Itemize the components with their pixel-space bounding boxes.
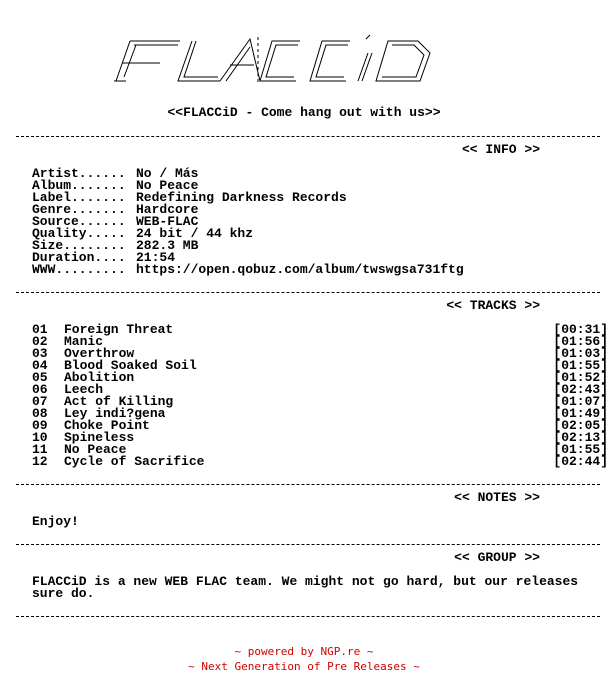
track-duration: [02:43] — [553, 382, 608, 397]
track-number: 07 — [32, 394, 48, 409]
info-source: Source...... WEB-FLAC — [32, 214, 199, 229]
info-duration: Duration.... 21:54 — [32, 250, 176, 265]
track-title: Manic — [64, 334, 104, 349]
tracks-header: << TRACKS >> — [446, 298, 540, 313]
track-number: 03 — [32, 346, 48, 361]
track-number: 10 — [32, 430, 48, 445]
track-duration: [01:07] — [553, 394, 608, 409]
track-number: 04 — [32, 358, 48, 373]
track-title: Leech — [64, 382, 104, 397]
track-number: 06 — [32, 382, 48, 397]
track-duration: [00:31] — [553, 322, 608, 337]
info-header: << INFO >> — [461, 142, 540, 157]
info-size: Size........ 282.3 MB — [32, 238, 199, 253]
track-title: Cycle of Sacrifice — [64, 454, 205, 469]
track-number: 09 — [32, 418, 48, 433]
divider — [16, 616, 600, 617]
info-quality: Quality..... 24 bit / 44 khz — [32, 226, 254, 241]
track-title: Abolition — [64, 370, 135, 385]
divider — [16, 292, 600, 293]
divider — [16, 544, 600, 545]
track-duration: [01:55] — [553, 358, 608, 373]
track-duration: [01:49] — [553, 406, 608, 421]
track-duration: [02:05] — [553, 418, 608, 433]
info-www[interactable]: WWW......... https://open.qobuz.com/album/twswgsa731ftg — [32, 262, 464, 277]
track-number: 11 — [32, 442, 48, 457]
notes-text: Enjoy! — [32, 514, 79, 529]
track-title: Choke Point — [64, 418, 150, 433]
track-number: 08 — [32, 406, 48, 421]
divider — [16, 484, 600, 485]
track-title: No Peace — [64, 442, 127, 457]
nfo-document — [16, 0, 608, 601]
track-number: 01 — [32, 322, 48, 337]
info-album: Album....... No Peace — [32, 178, 199, 193]
footer-tagline: ~ Next Generation of Pre Releases ~ — [188, 660, 420, 673]
track-row — [32, 372, 608, 384]
info-label: Label....... Redefining Darkness Records — [32, 190, 347, 205]
track-duration: [01:52] — [553, 370, 608, 385]
divider — [16, 136, 600, 137]
info-genre: Genre....... Hardcore — [32, 202, 199, 217]
group-header: << GROUP >> — [454, 550, 540, 565]
track-number: 05 — [32, 370, 48, 385]
group-text-line1: FLACCiD is a new WEB FLAC team. We might not go hard, but our releases — [32, 574, 579, 589]
group-text-line2: sure do. — [32, 586, 95, 601]
footer-powered-by[interactable]: ~ powered by NGP.re ~ — [234, 645, 374, 658]
track-row — [32, 324, 608, 336]
track-number: 02 — [32, 334, 48, 349]
track-title: Ley indi?gena — [64, 406, 166, 421]
track-title: Overthrow — [64, 346, 135, 361]
track-number: 12 — [32, 454, 48, 469]
tagline: <<FLACCiD - Come hang out with us>> — [167, 105, 441, 120]
track-duration: [01:56] — [553, 334, 608, 349]
track-title: Act of Killing — [64, 394, 174, 409]
track-duration: [02:44] — [553, 454, 608, 469]
track-duration: [01:55] — [553, 442, 608, 457]
track-duration: [02:13] — [553, 430, 608, 445]
notes-header: << NOTES >> — [454, 490, 540, 505]
track-title: Foreign Threat — [64, 322, 174, 337]
info-artist: Artist...... No / Más — [32, 166, 199, 181]
track-row — [32, 456, 608, 468]
track-duration: [01:03] — [553, 346, 608, 361]
track-title: Spineless — [64, 430, 135, 445]
track-title: Blood Soaked Soil — [64, 358, 197, 373]
